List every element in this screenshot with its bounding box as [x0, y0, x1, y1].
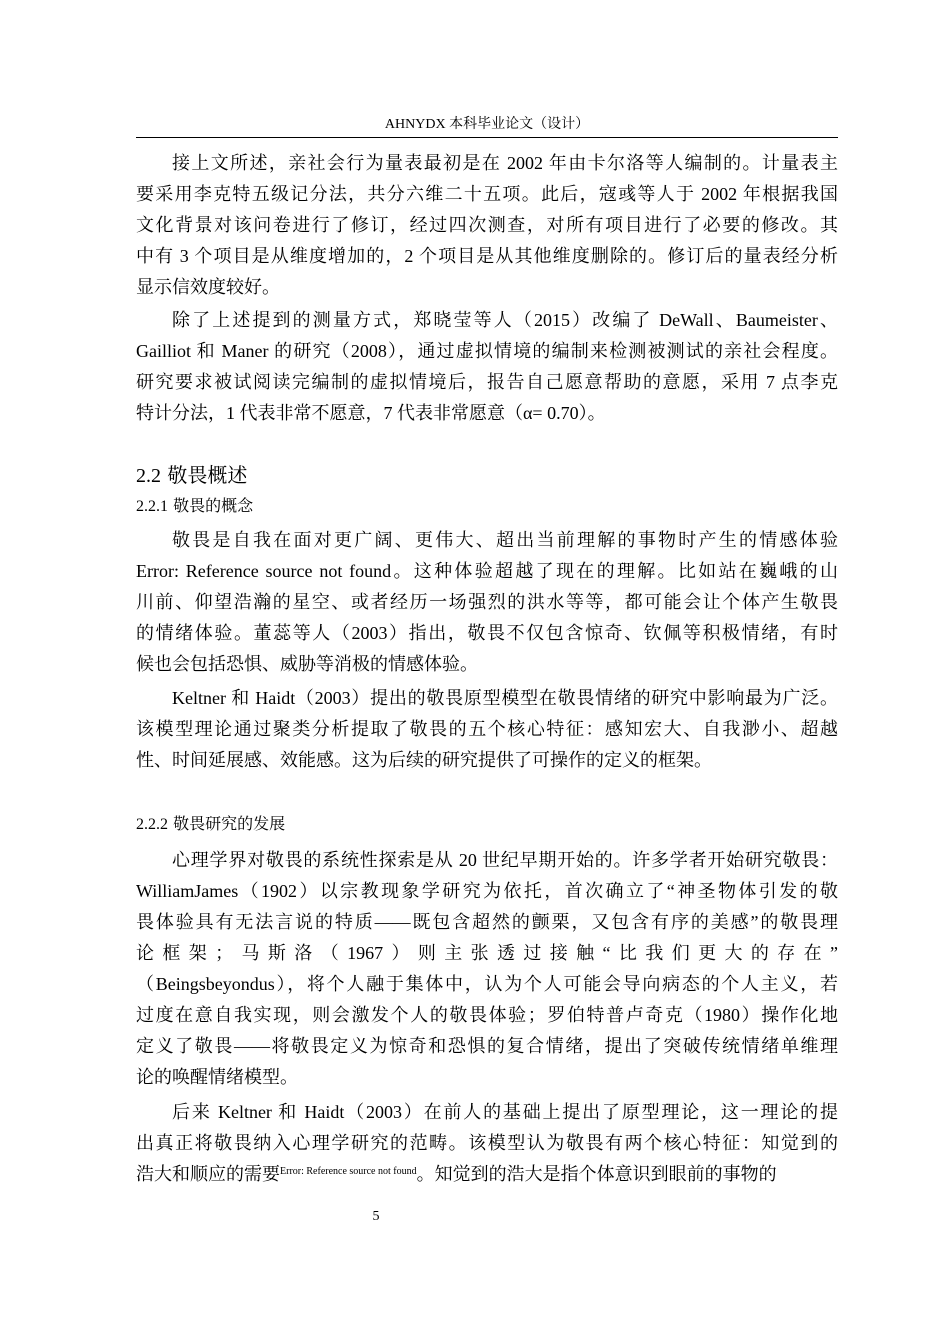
reference-error-marker: Error: Reference source not found — [280, 1166, 417, 1177]
text-segment: 浩大和顺应的需要 — [136, 1164, 280, 1184]
text-line: WilliamJames（1902）以宗教现象学研究为依托，首次确立了“神圣物体引发的敬 — [136, 881, 838, 901]
text-line: 除了上述提到的测量方式，郑晓莹等人（2015）改编了 DeWall、Baumeister、 — [172, 310, 838, 330]
text-line: 心理学界对敬畏的系统性探索是从 20 世纪早期开始的。许多学者开始研究敬畏： — [172, 850, 838, 870]
text-line: 候也会包括恐惧、威胁等消极的情感体验。 — [136, 654, 478, 674]
paragraph-6 — [136, 1097, 838, 1190]
section-title: 敬畏的概念 — [173, 496, 254, 515]
text-line: 该模型理论通过聚类分析提取了敬畏的五个核心特征：感知宏大、自我渺小、超越 — [136, 719, 838, 739]
paragraph-1 — [136, 148, 838, 303]
text-line: 川前、仰望浩瀚的星空、或者经历一场强烈的洪水等等，都可能会让个体产生敬畏 — [136, 592, 838, 612]
section-heading-2-2-2 — [136, 813, 285, 836]
text-line: 后来 Keltner 和 Haidt（2003）在前人的基础上提出了原型理论，这一理论的提 — [172, 1102, 838, 1122]
text-line: 中有 3 个项目是从维度增加的，2 个项目是从其他维度删除的。修订后的量表经分析 — [136, 246, 838, 266]
text-line: 文化背景对该问卷进行了修订，经过四次测查，对所有项目进行了必要的修改。其 — [136, 215, 838, 235]
section-number: 2.2.1 — [136, 498, 168, 515]
text-line: 特计分法，1 代表非常不愿意，7 代表非常愿意（α= 0.70）。 — [136, 403, 606, 423]
text-line: 论的唤醒情绪模型。 — [136, 1067, 298, 1087]
text-line: 的情绪体验。董蕊等人（2003）指出，敬畏不仅包含惊奇、钦佩等积极情绪，有时 — [136, 623, 838, 643]
section-title: 敬畏概述 — [167, 463, 248, 487]
text-line: 畏体验具有无法言说的特质——既包含超然的颤栗，又包含有序的美感”的敬畏理 — [136, 912, 838, 932]
section-heading-2-2-1 — [136, 495, 253, 518]
text-line: 显示信效度较好。 — [136, 277, 280, 297]
text-segment: 。知觉到的浩大是指个体意识到眼前的事物的 — [416, 1164, 777, 1184]
text-line: Gailliot 和 Maner 的研究（2008），通过虚拟情境的编制来检测被测试的亲社会程度。 — [136, 341, 838, 361]
text-line: 性、时间延展感、效能感。这为后续的研究提供了可操作的定义的框架。 — [136, 750, 712, 770]
text-line: Error: Reference source not found。这种体验超越了现在的理解。比如站在巍峨的山 — [136, 561, 838, 581]
text-line: 过度在意自我实现，则会激发个人的敬畏体验；罗伯特普卢奇克（1980）操作化地 — [136, 1005, 838, 1025]
text-line: 接上文所述，亲社会行为量表最初是在 2002 年由卡尔洛等人编制的。计量表主 — [172, 153, 838, 173]
text-line: （Beingsbeyondus），将个人融于集体中，认为个人可能会导向病态的个人主义，若 — [136, 974, 838, 994]
section-heading-2-2 — [136, 462, 247, 489]
text-line: 论框架；马斯洛（1967）则主张透过接触“比我们更大的存在” — [136, 943, 838, 963]
text-line — [136, 1159, 838, 1190]
paragraph-5 — [136, 845, 838, 1093]
paragraph-4 — [136, 683, 838, 776]
running-header: AHNYDX 本科毕业论文（设计） — [384, 117, 590, 132]
paragraph-2 — [136, 305, 838, 429]
section-number: 2.2.2 — [136, 816, 168, 833]
text-line: 出真正将敬畏纳入心理学研究的范畴。该模型认为敬畏有两个核心特征：知觉到的 — [136, 1133, 838, 1153]
section-title: 敬畏研究的发展 — [173, 814, 286, 833]
text-line: 研究要求被试阅读完编制的虚拟情境后，报告自己愿意帮助的意愿，采用 7 点李克 — [136, 372, 838, 392]
section-number: 2.2 — [136, 465, 161, 487]
text-line: 要采用李克特五级记分法，共分六维二十五项。此后，寇彧等人于 2002 年根据我国 — [136, 184, 838, 204]
text-line: Keltner 和 Haidt（2003）提出的敬畏原型模型在敬畏情绪的研究中影响最为广泛。 — [172, 688, 838, 708]
paragraph-3 — [136, 525, 838, 680]
text-line: 定义了敬畏——将敬畏定义为惊奇和恐惧的复合情绪，提出了突破传统情绪单维理 — [136, 1036, 838, 1056]
page-number: 5 — [372, 1209, 380, 1224]
text-line: 敬畏是自我在面对更广阔、更伟大、超出当前理解的事物时产生的情感体验 — [172, 530, 838, 550]
header-rule — [136, 137, 838, 138]
